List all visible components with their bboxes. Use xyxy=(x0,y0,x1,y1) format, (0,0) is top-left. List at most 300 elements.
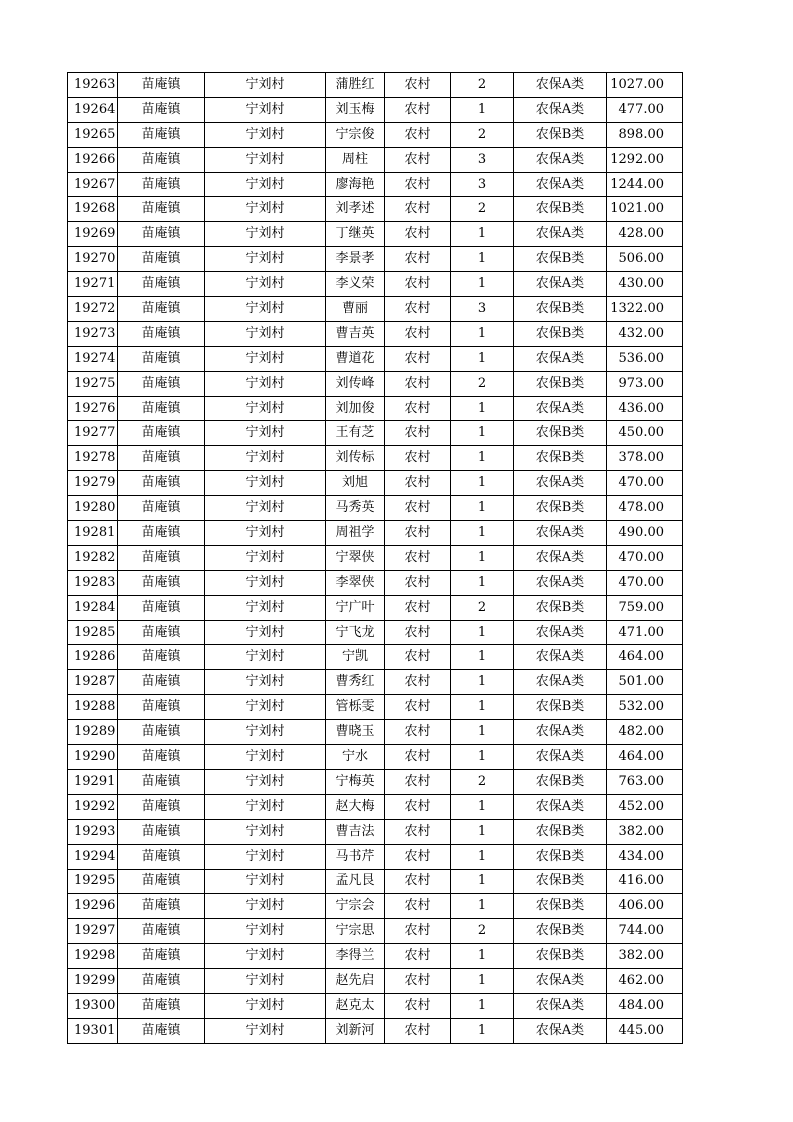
record-id-cell: 19265 xyxy=(68,122,118,147)
amount-cell: 434.00 xyxy=(607,844,683,869)
name-cell: 宁凯 xyxy=(326,645,385,670)
household-size-cell: 1 xyxy=(451,521,514,546)
insurance-category-cell: 农保A类 xyxy=(514,272,607,297)
town-cell: 苗庵镇 xyxy=(118,172,205,197)
household-size-cell: 1 xyxy=(451,670,514,695)
record-id-cell: 19278 xyxy=(68,446,118,471)
record-id-cell: 19296 xyxy=(68,894,118,919)
town-cell: 苗庵镇 xyxy=(118,197,205,222)
insurance-category-cell: 农保A类 xyxy=(514,620,607,645)
amount-cell: 445.00 xyxy=(607,1018,683,1043)
table-row xyxy=(68,919,683,944)
town-cell: 苗庵镇 xyxy=(118,122,205,147)
insurance-category-cell: 农保A类 xyxy=(514,545,607,570)
town-cell: 苗庵镇 xyxy=(118,794,205,819)
town-cell: 苗庵镇 xyxy=(118,272,205,297)
village-cell: 宁刘村 xyxy=(205,321,326,346)
amount-cell: 430.00 xyxy=(607,272,683,297)
amount-cell: 536.00 xyxy=(607,346,683,371)
table-row xyxy=(68,794,683,819)
area-type-cell: 农村 xyxy=(385,247,451,272)
household-size-cell: 1 xyxy=(451,819,514,844)
village-cell: 宁刘村 xyxy=(205,297,326,322)
area-type-cell: 农村 xyxy=(385,496,451,521)
name-cell: 刘加俊 xyxy=(326,396,385,421)
name-cell: 刘孝述 xyxy=(326,197,385,222)
insurance-category-cell: 农保A类 xyxy=(514,147,607,172)
amount-cell: 428.00 xyxy=(607,222,683,247)
town-cell: 苗庵镇 xyxy=(118,371,205,396)
insurance-category-cell: 农保B类 xyxy=(514,197,607,222)
area-type-cell: 农村 xyxy=(385,919,451,944)
table-row xyxy=(68,545,683,570)
record-id-cell: 19292 xyxy=(68,794,118,819)
roster-table-body xyxy=(68,73,683,1044)
village-cell: 宁刘村 xyxy=(205,247,326,272)
amount-cell: 382.00 xyxy=(607,819,683,844)
town-cell: 苗庵镇 xyxy=(118,670,205,695)
record-id-cell: 19276 xyxy=(68,396,118,421)
insurance-category-cell: 农保B类 xyxy=(514,421,607,446)
amount-cell: 477.00 xyxy=(607,97,683,122)
record-id-cell: 19264 xyxy=(68,97,118,122)
amount-cell: 470.00 xyxy=(607,471,683,496)
town-cell: 苗庵镇 xyxy=(118,620,205,645)
name-cell: 曹吉法 xyxy=(326,819,385,844)
area-type-cell: 农村 xyxy=(385,769,451,794)
name-cell: 曹秀红 xyxy=(326,670,385,695)
village-cell: 宁刘村 xyxy=(205,172,326,197)
town-cell: 苗庵镇 xyxy=(118,769,205,794)
record-id-cell: 19271 xyxy=(68,272,118,297)
area-type-cell: 农村 xyxy=(385,794,451,819)
town-cell: 苗庵镇 xyxy=(118,521,205,546)
name-cell: 宁翠侠 xyxy=(326,545,385,570)
area-type-cell: 农村 xyxy=(385,670,451,695)
amount-cell: 432.00 xyxy=(607,321,683,346)
village-cell: 宁刘村 xyxy=(205,993,326,1018)
record-id-cell: 19277 xyxy=(68,421,118,446)
village-cell: 宁刘村 xyxy=(205,620,326,645)
insurance-category-cell: 农保A类 xyxy=(514,670,607,695)
name-cell: 蒲胜红 xyxy=(326,73,385,98)
amount-cell: 436.00 xyxy=(607,396,683,421)
table-row xyxy=(68,197,683,222)
record-id-cell: 19298 xyxy=(68,944,118,969)
household-size-cell: 2 xyxy=(451,122,514,147)
household-size-cell: 1 xyxy=(451,620,514,645)
household-size-cell: 3 xyxy=(451,297,514,322)
insurance-category-cell: 农保A类 xyxy=(514,97,607,122)
area-type-cell: 农村 xyxy=(385,745,451,770)
household-size-cell: 1 xyxy=(451,496,514,521)
area-type-cell: 农村 xyxy=(385,869,451,894)
town-cell: 苗庵镇 xyxy=(118,645,205,670)
record-id-cell: 19301 xyxy=(68,1018,118,1043)
household-size-cell: 2 xyxy=(451,73,514,98)
insurance-category-cell: 农保A类 xyxy=(514,645,607,670)
household-size-cell: 2 xyxy=(451,919,514,944)
town-cell: 苗庵镇 xyxy=(118,471,205,496)
insurance-category-cell: 农保B类 xyxy=(514,247,607,272)
name-cell: 李得兰 xyxy=(326,944,385,969)
area-type-cell: 农村 xyxy=(385,371,451,396)
area-type-cell: 农村 xyxy=(385,122,451,147)
household-size-cell: 1 xyxy=(451,720,514,745)
table-row xyxy=(68,471,683,496)
village-cell: 宁刘村 xyxy=(205,670,326,695)
insurance-category-cell: 农保B类 xyxy=(514,769,607,794)
name-cell: 丁继英 xyxy=(326,222,385,247)
record-id-cell: 19283 xyxy=(68,570,118,595)
name-cell: 赵先启 xyxy=(326,969,385,994)
table-row xyxy=(68,595,683,620)
name-cell: 李景孝 xyxy=(326,247,385,272)
area-type-cell: 农村 xyxy=(385,346,451,371)
amount-cell: 1021.00 xyxy=(607,197,683,222)
table-row xyxy=(68,147,683,172)
area-type-cell: 农村 xyxy=(385,97,451,122)
record-id-cell: 19294 xyxy=(68,844,118,869)
name-cell: 赵大梅 xyxy=(326,794,385,819)
household-size-cell: 1 xyxy=(451,969,514,994)
area-type-cell: 农村 xyxy=(385,645,451,670)
area-type-cell: 农村 xyxy=(385,222,451,247)
table-row xyxy=(68,321,683,346)
table-row xyxy=(68,819,683,844)
household-size-cell: 1 xyxy=(451,993,514,1018)
amount-cell: 490.00 xyxy=(607,521,683,546)
household-size-cell: 2 xyxy=(451,595,514,620)
town-cell: 苗庵镇 xyxy=(118,695,205,720)
table-row xyxy=(68,73,683,98)
town-cell: 苗庵镇 xyxy=(118,496,205,521)
insurance-category-cell: 农保B类 xyxy=(514,371,607,396)
town-cell: 苗庵镇 xyxy=(118,222,205,247)
insurance-category-cell: 农保B类 xyxy=(514,844,607,869)
town-cell: 苗庵镇 xyxy=(118,97,205,122)
amount-cell: 462.00 xyxy=(607,969,683,994)
record-id-cell: 19281 xyxy=(68,521,118,546)
insurance-category-cell: 农保A类 xyxy=(514,73,607,98)
table-row xyxy=(68,769,683,794)
village-cell: 宁刘村 xyxy=(205,396,326,421)
record-id-cell: 19263 xyxy=(68,73,118,98)
household-size-cell: 2 xyxy=(451,371,514,396)
record-id-cell: 19299 xyxy=(68,969,118,994)
town-cell: 苗庵镇 xyxy=(118,247,205,272)
record-id-cell: 19269 xyxy=(68,222,118,247)
amount-cell: 470.00 xyxy=(607,545,683,570)
name-cell: 刘新河 xyxy=(326,1018,385,1043)
town-cell: 苗庵镇 xyxy=(118,321,205,346)
table-row xyxy=(68,844,683,869)
area-type-cell: 农村 xyxy=(385,272,451,297)
village-cell: 宁刘村 xyxy=(205,894,326,919)
insurance-category-cell: 农保B类 xyxy=(514,122,607,147)
amount-cell: 506.00 xyxy=(607,247,683,272)
town-cell: 苗庵镇 xyxy=(118,844,205,869)
household-size-cell: 1 xyxy=(451,321,514,346)
roster-table xyxy=(67,72,683,1044)
name-cell: 刘旭 xyxy=(326,471,385,496)
village-cell: 宁刘村 xyxy=(205,545,326,570)
area-type-cell: 农村 xyxy=(385,595,451,620)
table-row xyxy=(68,247,683,272)
table-row xyxy=(68,371,683,396)
table-row xyxy=(68,1018,683,1043)
record-id-cell: 19280 xyxy=(68,496,118,521)
area-type-cell: 农村 xyxy=(385,172,451,197)
household-size-cell: 1 xyxy=(451,222,514,247)
record-id-cell: 19282 xyxy=(68,545,118,570)
household-size-cell: 1 xyxy=(451,844,514,869)
table-row xyxy=(68,297,683,322)
household-size-cell: 2 xyxy=(451,769,514,794)
amount-cell: 382.00 xyxy=(607,944,683,969)
amount-cell: 378.00 xyxy=(607,446,683,471)
record-id-cell: 19266 xyxy=(68,147,118,172)
record-id-cell: 19293 xyxy=(68,819,118,844)
town-cell: 苗庵镇 xyxy=(118,819,205,844)
table-row xyxy=(68,745,683,770)
insurance-category-cell: 农保A类 xyxy=(514,720,607,745)
record-id-cell: 19287 xyxy=(68,670,118,695)
household-size-cell: 1 xyxy=(451,944,514,969)
village-cell: 宁刘村 xyxy=(205,272,326,297)
name-cell: 曹丽 xyxy=(326,297,385,322)
table-row xyxy=(68,570,683,595)
area-type-cell: 农村 xyxy=(385,321,451,346)
town-cell: 苗庵镇 xyxy=(118,894,205,919)
amount-cell: 744.00 xyxy=(607,919,683,944)
record-id-cell: 19270 xyxy=(68,247,118,272)
name-cell: 刘传标 xyxy=(326,446,385,471)
town-cell: 苗庵镇 xyxy=(118,421,205,446)
household-size-cell: 1 xyxy=(451,695,514,720)
insurance-category-cell: 农保B类 xyxy=(514,944,607,969)
area-type-cell: 农村 xyxy=(385,421,451,446)
insurance-category-cell: 农保B类 xyxy=(514,297,607,322)
household-size-cell: 1 xyxy=(451,545,514,570)
name-cell: 周祖学 xyxy=(326,521,385,546)
table-row xyxy=(68,496,683,521)
amount-cell: 898.00 xyxy=(607,122,683,147)
town-cell: 苗庵镇 xyxy=(118,595,205,620)
household-size-cell: 1 xyxy=(451,794,514,819)
area-type-cell: 农村 xyxy=(385,1018,451,1043)
amount-cell: 1027.00 xyxy=(607,73,683,98)
record-id-cell: 19290 xyxy=(68,745,118,770)
record-id-cell: 19268 xyxy=(68,197,118,222)
village-cell: 宁刘村 xyxy=(205,919,326,944)
amount-cell: 416.00 xyxy=(607,869,683,894)
table-row xyxy=(68,993,683,1018)
record-id-cell: 19295 xyxy=(68,869,118,894)
insurance-category-cell: 农保A类 xyxy=(514,346,607,371)
amount-cell: 478.00 xyxy=(607,496,683,521)
amount-cell: 464.00 xyxy=(607,745,683,770)
insurance-category-cell: 农保A类 xyxy=(514,1018,607,1043)
village-cell: 宁刘村 xyxy=(205,869,326,894)
town-cell: 苗庵镇 xyxy=(118,720,205,745)
village-cell: 宁刘村 xyxy=(205,769,326,794)
area-type-cell: 农村 xyxy=(385,446,451,471)
village-cell: 宁刘村 xyxy=(205,944,326,969)
insurance-category-cell: 农保A类 xyxy=(514,521,607,546)
village-cell: 宁刘村 xyxy=(205,421,326,446)
name-cell: 宁宗俊 xyxy=(326,122,385,147)
amount-cell: 1322.00 xyxy=(607,297,683,322)
table-row xyxy=(68,969,683,994)
area-type-cell: 农村 xyxy=(385,73,451,98)
amount-cell: 406.00 xyxy=(607,894,683,919)
name-cell: 宁梅英 xyxy=(326,769,385,794)
insurance-category-cell: 农保B类 xyxy=(514,695,607,720)
area-type-cell: 农村 xyxy=(385,720,451,745)
table-row xyxy=(68,521,683,546)
table-row xyxy=(68,122,683,147)
name-cell: 孟凡艮 xyxy=(326,869,385,894)
area-type-cell: 农村 xyxy=(385,570,451,595)
table-row xyxy=(68,670,683,695)
area-type-cell: 农村 xyxy=(385,894,451,919)
name-cell: 管栎雯 xyxy=(326,695,385,720)
village-cell: 宁刘村 xyxy=(205,122,326,147)
insurance-category-cell: 农保B类 xyxy=(514,894,607,919)
amount-cell: 450.00 xyxy=(607,421,683,446)
insurance-category-cell: 农保A类 xyxy=(514,471,607,496)
town-cell: 苗庵镇 xyxy=(118,545,205,570)
table-row xyxy=(68,720,683,745)
town-cell: 苗庵镇 xyxy=(118,919,205,944)
village-cell: 宁刘村 xyxy=(205,496,326,521)
village-cell: 宁刘村 xyxy=(205,446,326,471)
table-row xyxy=(68,446,683,471)
record-id-cell: 19286 xyxy=(68,645,118,670)
record-id-cell: 19273 xyxy=(68,321,118,346)
area-type-cell: 农村 xyxy=(385,944,451,969)
area-type-cell: 农村 xyxy=(385,844,451,869)
record-id-cell: 19300 xyxy=(68,993,118,1018)
village-cell: 宁刘村 xyxy=(205,570,326,595)
amount-cell: 1292.00 xyxy=(607,147,683,172)
town-cell: 苗庵镇 xyxy=(118,346,205,371)
village-cell: 宁刘村 xyxy=(205,720,326,745)
record-id-cell: 19291 xyxy=(68,769,118,794)
household-size-cell: 1 xyxy=(451,346,514,371)
table-row xyxy=(68,396,683,421)
town-cell: 苗庵镇 xyxy=(118,869,205,894)
village-cell: 宁刘村 xyxy=(205,645,326,670)
table-row xyxy=(68,346,683,371)
town-cell: 苗庵镇 xyxy=(118,993,205,1018)
village-cell: 宁刘村 xyxy=(205,595,326,620)
amount-cell: 482.00 xyxy=(607,720,683,745)
village-cell: 宁刘村 xyxy=(205,844,326,869)
table-row xyxy=(68,172,683,197)
record-id-cell: 19275 xyxy=(68,371,118,396)
insurance-category-cell: 农保A类 xyxy=(514,570,607,595)
table-row xyxy=(68,645,683,670)
name-cell: 李义荣 xyxy=(326,272,385,297)
name-cell: 宁飞龙 xyxy=(326,620,385,645)
village-cell: 宁刘村 xyxy=(205,794,326,819)
insurance-category-cell: 农保A类 xyxy=(514,993,607,1018)
insurance-category-cell: 农保B类 xyxy=(514,446,607,471)
table-row xyxy=(68,421,683,446)
name-cell: 宁宗会 xyxy=(326,894,385,919)
record-id-cell: 19267 xyxy=(68,172,118,197)
name-cell: 宁宗思 xyxy=(326,919,385,944)
area-type-cell: 农村 xyxy=(385,819,451,844)
name-cell: 曹道花 xyxy=(326,346,385,371)
town-cell: 苗庵镇 xyxy=(118,396,205,421)
insurance-category-cell: 农保B类 xyxy=(514,321,607,346)
name-cell: 王有芝 xyxy=(326,421,385,446)
insurance-category-cell: 农保A类 xyxy=(514,745,607,770)
amount-cell: 471.00 xyxy=(607,620,683,645)
name-cell: 曹吉英 xyxy=(326,321,385,346)
village-cell: 宁刘村 xyxy=(205,97,326,122)
household-size-cell: 1 xyxy=(451,421,514,446)
village-cell: 宁刘村 xyxy=(205,695,326,720)
town-cell: 苗庵镇 xyxy=(118,944,205,969)
area-type-cell: 农村 xyxy=(385,147,451,172)
village-cell: 宁刘村 xyxy=(205,745,326,770)
town-cell: 苗庵镇 xyxy=(118,73,205,98)
household-size-cell: 1 xyxy=(451,471,514,496)
amount-cell: 452.00 xyxy=(607,794,683,819)
table-row xyxy=(68,944,683,969)
amount-cell: 973.00 xyxy=(607,371,683,396)
area-type-cell: 农村 xyxy=(385,297,451,322)
household-size-cell: 1 xyxy=(451,396,514,421)
record-id-cell: 19274 xyxy=(68,346,118,371)
name-cell: 周柱 xyxy=(326,147,385,172)
village-cell: 宁刘村 xyxy=(205,197,326,222)
town-cell: 苗庵镇 xyxy=(118,1018,205,1043)
record-id-cell: 19279 xyxy=(68,471,118,496)
village-cell: 宁刘村 xyxy=(205,1018,326,1043)
name-cell: 宁广叶 xyxy=(326,595,385,620)
household-size-cell: 1 xyxy=(451,446,514,471)
table-row xyxy=(68,272,683,297)
village-cell: 宁刘村 xyxy=(205,521,326,546)
town-cell: 苗庵镇 xyxy=(118,147,205,172)
table-row xyxy=(68,97,683,122)
table-row xyxy=(68,695,683,720)
name-cell: 宁水 xyxy=(326,745,385,770)
household-size-cell: 3 xyxy=(451,172,514,197)
record-id-cell: 19284 xyxy=(68,595,118,620)
table-row xyxy=(68,222,683,247)
name-cell: 曹晓玉 xyxy=(326,720,385,745)
record-id-cell: 19289 xyxy=(68,720,118,745)
amount-cell: 763.00 xyxy=(607,769,683,794)
name-cell: 赵克太 xyxy=(326,993,385,1018)
insurance-category-cell: 农保A类 xyxy=(514,396,607,421)
area-type-cell: 农村 xyxy=(385,993,451,1018)
area-type-cell: 农村 xyxy=(385,521,451,546)
household-size-cell: 1 xyxy=(451,272,514,297)
household-size-cell: 1 xyxy=(451,1018,514,1043)
village-cell: 宁刘村 xyxy=(205,147,326,172)
insurance-category-cell: 农保A类 xyxy=(514,222,607,247)
insurance-category-cell: 农保A类 xyxy=(514,172,607,197)
household-size-cell: 3 xyxy=(451,147,514,172)
table-row xyxy=(68,869,683,894)
